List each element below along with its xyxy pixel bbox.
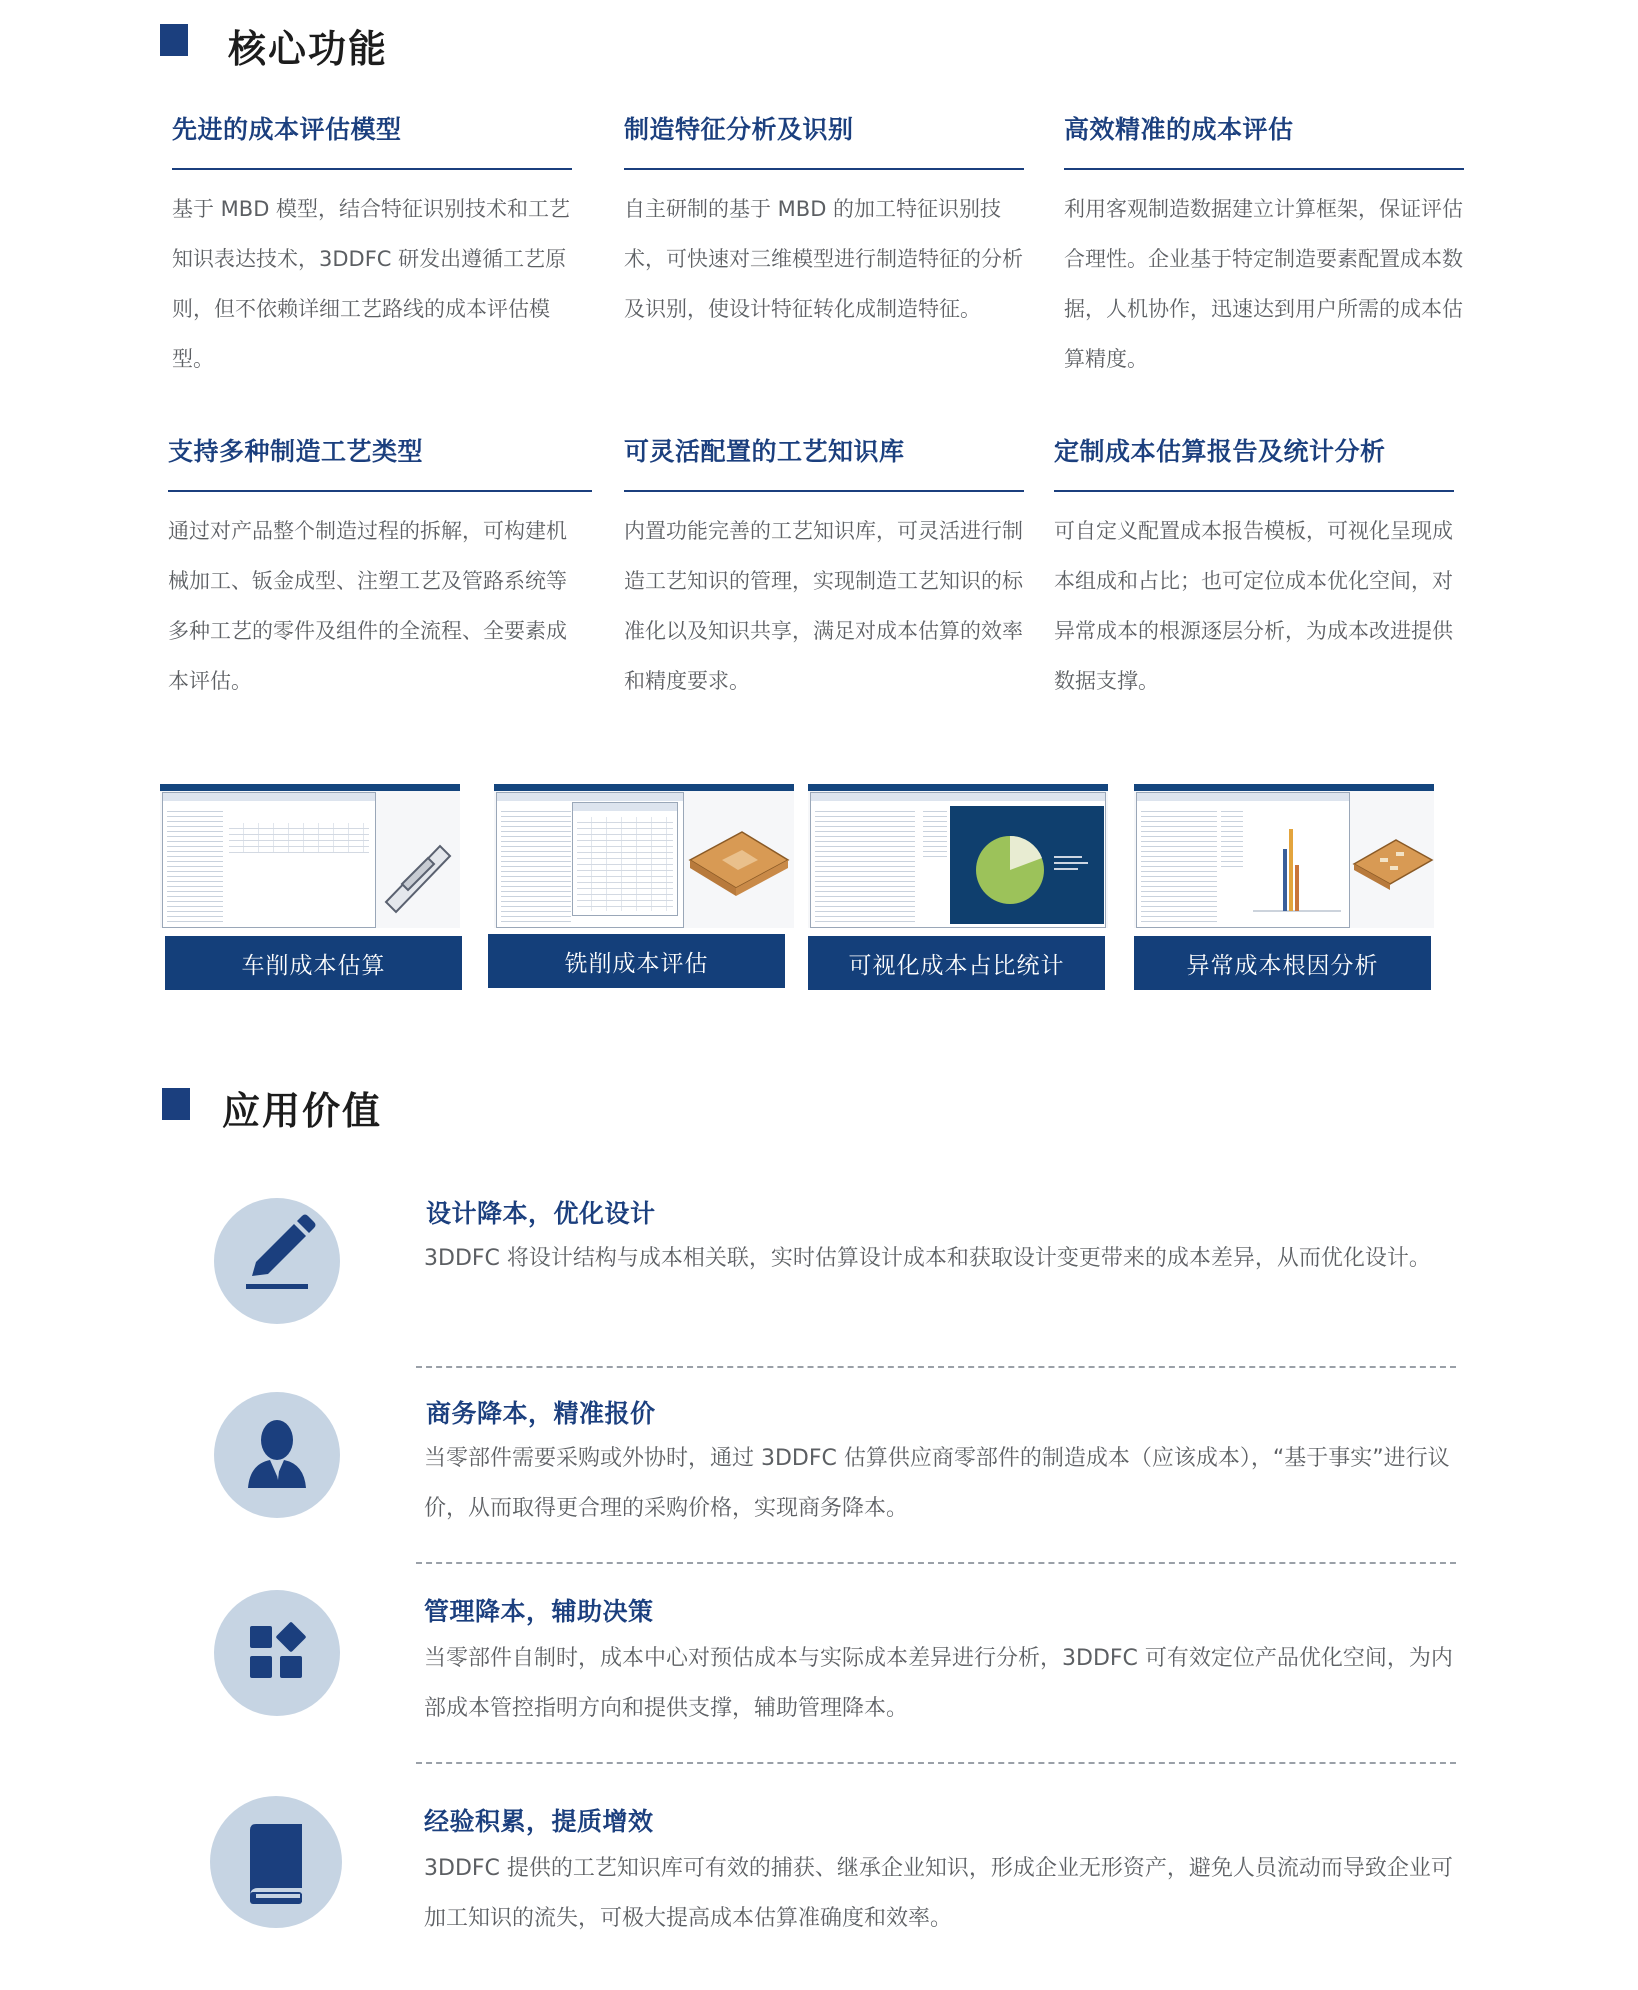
root-cause-bar-chart — [1249, 809, 1345, 919]
screenshot-turning — [160, 784, 460, 928]
turned-part-illustration — [378, 824, 458, 914]
divider — [416, 1366, 1456, 1368]
value-title: 设计降本，优化设计 — [426, 1199, 656, 1228]
feature-description: 内置功能完善的工艺知识库，可灵活进行制造工艺知识的管理，实现制造工艺知识的标准化以及知识共享，满足对成本估算的效率和精度要求。 — [624, 519, 1023, 693]
screenshot-milling — [494, 784, 794, 928]
caption-cost-ratio: 可视化成本占比统计 — [808, 936, 1105, 990]
app-window — [162, 792, 376, 928]
section-title-value: 应用价值 — [222, 1089, 383, 1133]
feature-divider — [172, 168, 572, 170]
feature-divider — [1064, 168, 1464, 170]
feature-block — [624, 110, 1044, 334]
feature-description: 基于 MBD 模型，结合特征识别技术和工艺知识表达技术，3DDFC 研发出遵循工艺原则，但不依赖详细工艺路线的成本评估模型。 — [172, 197, 571, 371]
value-description: 3DDFC 将设计结构与成本相关联，实时估算设计成本和获取设计变更带来的成本差异，从而优化设计。 — [424, 1246, 1431, 1271]
feature-block — [172, 110, 592, 384]
feature-divider — [1054, 490, 1454, 492]
book-icon — [210, 1796, 342, 1928]
pie-panel — [950, 806, 1104, 924]
feature-block — [1054, 432, 1474, 706]
divider — [416, 1562, 1456, 1564]
value-title: 经验积累，提质增效 — [424, 1807, 654, 1836]
feature-description: 利用客观制造数据建立计算框架，保证评估合理性。企业基于特定制造要素配置成本数据，人机协作，迅速达到用户所需的成本估算精度。 — [1064, 197, 1463, 371]
value-description: 3DDFC 提供的工艺知识库可有效的捕获、继承企业知识，形成企业无形资产，避免人员流动而导致企业可加工知识的流失，可极大提高成本估算准确度和效率。 — [424, 1856, 1453, 1931]
app-titlebar — [494, 784, 794, 791]
feature-title: 可灵活配置的工艺知识库 — [624, 437, 905, 466]
cost-pie-chart — [950, 806, 1104, 924]
feature-divider — [168, 490, 592, 492]
screenshot-cost-pie — [808, 784, 1108, 928]
feature-title: 制造特征分析及识别 — [624, 115, 854, 144]
feature-block — [168, 432, 588, 706]
feature-divider — [624, 490, 1024, 492]
app-titlebar — [160, 784, 460, 791]
feature-title: 高效精准的成本评估 — [1064, 115, 1294, 144]
screenshot-root-cause — [1134, 784, 1434, 928]
pencil-icon — [214, 1198, 340, 1324]
app-titlebar — [1134, 784, 1434, 791]
value-title: 管理降本，辅助决策 — [424, 1597, 654, 1626]
feature-description: 通过对产品整个制造过程的拆解，可构建机械加工、钣金成型、注塑工艺及管路系统等多种工艺的零件及组件的全流程、全要素成本评估。 — [168, 519, 567, 693]
caption-root-cause: 异常成本根因分析 — [1134, 936, 1431, 990]
caption-turning: 车削成本估算 — [165, 936, 462, 990]
app-titlebar — [808, 784, 1108, 791]
feature-block — [624, 432, 1044, 706]
feature-description: 可自定义配置成本报告模板，可视化呈现成本组成和占比；也可定位成本优化空间，对异常成本的根源逐层分析，为成本改进提供数据支撑。 — [1054, 519, 1453, 693]
feature-title: 先进的成本评估模型 — [172, 115, 402, 144]
value-description: 当零部件自制时，成本中心对预估成本与实际成本差异进行分析，3DDFC 可有效定位产品优化空间，为内部成本管控指明方向和提供支撑，辅助管理降本。 — [424, 1646, 1453, 1721]
section-title-core: 核心功能 — [228, 27, 389, 71]
app-window — [572, 802, 678, 916]
value-title: 商务降本，精准报价 — [426, 1399, 656, 1428]
milled-part-illustration — [684, 820, 794, 910]
board-part-illustration — [1350, 818, 1434, 908]
divider — [416, 1762, 1456, 1764]
dashboard-icon — [214, 1590, 340, 1716]
feature-block — [1064, 110, 1484, 384]
feature-description: 自主研制的基于 MBD 的加工特征识别技术，可快速对三维模型进行制造特征的分析及识别，使设计特征转化成制造特征。 — [624, 197, 1023, 321]
feature-title: 支持多种制造工艺类型 — [168, 437, 424, 466]
section-marker — [160, 24, 188, 56]
app-window — [1136, 792, 1350, 928]
section-marker — [162, 1088, 190, 1120]
value-description: 当零部件需要采购或外协时，通过 3DDFC 估算供应商零部件的制造成本（应该成本），“基于事实”进行议价，从而取得更合理的采购价格，实现商务降本。 — [424, 1446, 1450, 1521]
caption-milling: 铣削成本评估 — [488, 934, 785, 988]
feature-divider — [624, 168, 1024, 170]
person-icon — [214, 1392, 340, 1518]
feature-title: 定制成本估算报告及统计分析 — [1054, 437, 1386, 466]
